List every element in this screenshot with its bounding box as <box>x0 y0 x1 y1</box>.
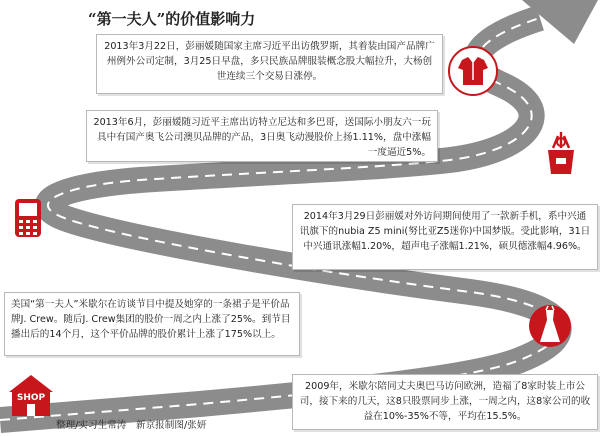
mobile-phone-icon <box>14 198 42 238</box>
story-box-4 <box>4 292 300 356</box>
story-text-2: 2013年6月，彭丽媛随习近平主席出访特立尼达和多巴哥，送国际小朋友六一玩具中有国产奥飞公司澳贝品牌的产品，3日奥飞动漫股价上扬1.11%，盘中涨幅一度逼近5%。 <box>93 117 431 158</box>
shirt-icon <box>448 46 498 96</box>
page-title: “第一夫人”的价值影响力 <box>88 10 256 28</box>
shop-icon <box>8 374 54 418</box>
credit-line: 整理/实习生常涛 新京报制图/张妍 <box>56 420 207 431</box>
shop-icon-label: SHOP <box>16 393 46 403</box>
story-box-3 <box>292 204 598 270</box>
gift-icon <box>534 126 588 180</box>
story-text-4: 美国“第一夫人”米歇尔在访谈节目中提及她穿的一条裙子是平价品牌J. Crew。随后J. Crew集团的股价一周之内上涨了25%。到节目播出后的14个月，这个平价品牌的股价累计上涨了175%以上。 <box>11 299 291 340</box>
story-text-1: 2013年3月22日，彭丽媛随国家主席习近平出访俄罗斯，其着装由国产品牌广州例外公司定制，3月25日早盘，多只民族品牌服装概念股大幅拉升，大杨创世连续三个交易日涨停。 <box>104 41 435 82</box>
story-text-3: 2014年3月29日彭丽媛对外访问期间使用了一款新手机，系中兴通讯旗下的nubia Z5 mini(努比亚Z5迷你)中国梦版。受此影响，31日中兴通讯涨幅1.20%，超声电子涨幅1.21%，硕贝德涨幅4.96%。 <box>299 211 591 252</box>
dress-icon <box>528 300 572 352</box>
story-text-5: 2009年，米歇尔陪同丈夫奥巴马访问欧洲，造福了8家时装上市公司，接下来的几天，这8只股票同步上涨，一周之内，这8家公司的收益在10%-35%不等，平均在15.5%。 <box>299 381 591 422</box>
story-box-2 <box>86 110 438 162</box>
story-box-5 <box>292 374 598 430</box>
story-box-1 <box>96 34 443 94</box>
